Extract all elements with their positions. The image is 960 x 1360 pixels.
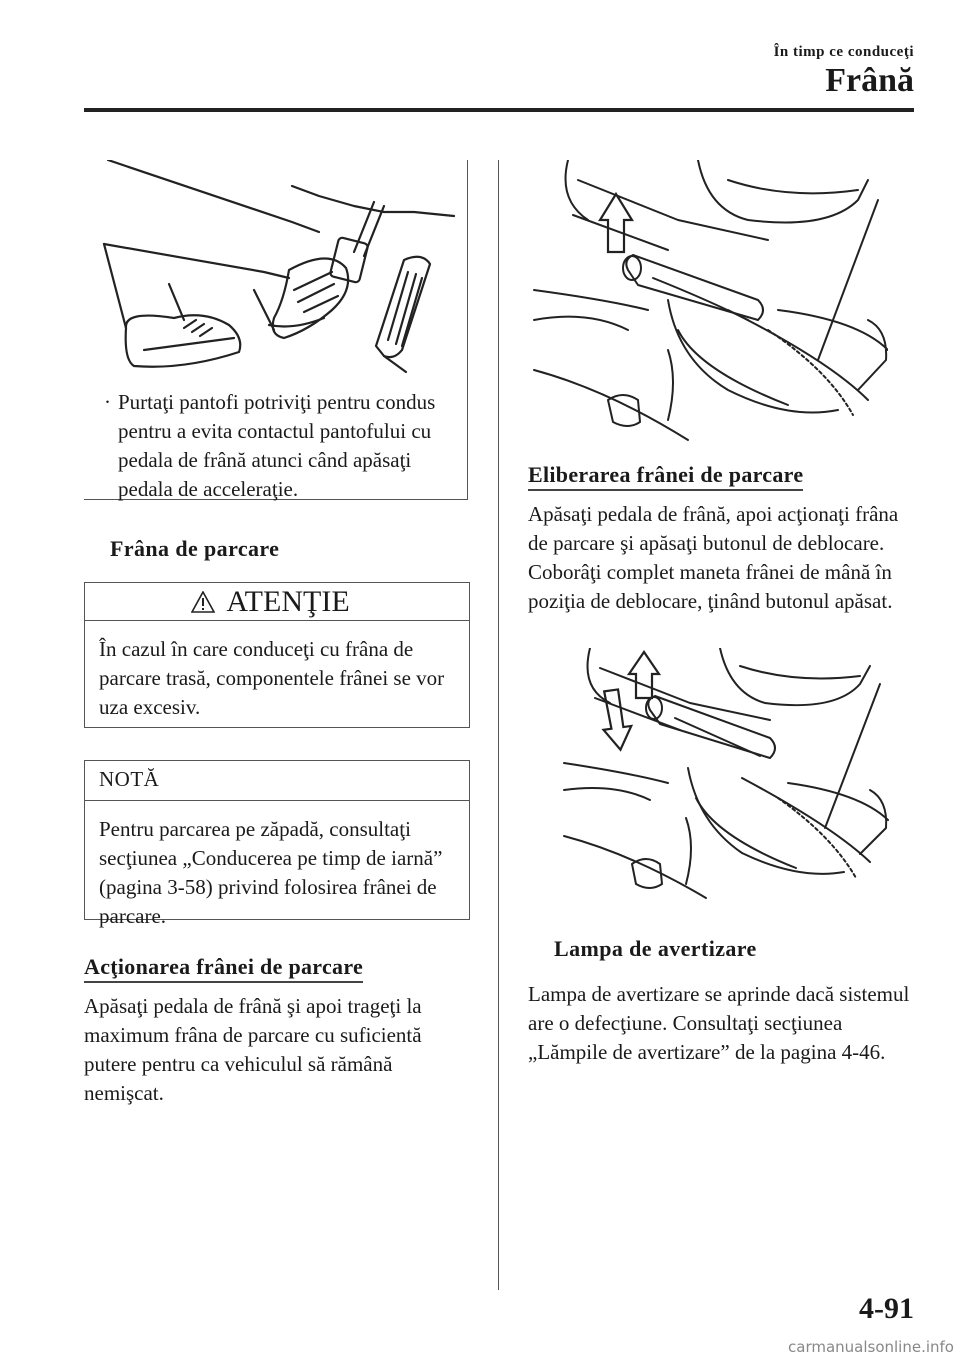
up-arrow-icon [600,194,632,252]
page-number: 4-91 [859,1292,914,1325]
column-divider [498,160,499,1290]
handbrake-apply-illustration [528,160,888,450]
atentie-header [85,583,469,621]
apply-parking-brake-heading: Acţionarea frânei de parcare [84,954,363,983]
apply-parking-brake-text: Apăsaţi pedala de frână şi apoi trageţi la maximum frâna de parcare cu suficientă putere pentru ca vehiculul să rămână nemişcat. [84,994,422,1105]
chapter-title: În timp ce conduceţi [773,44,914,60]
up-arrow-icon [629,652,659,698]
bullet-dot: · [104,390,111,414]
pedal-bullet [104,388,458,504]
nota-text: Pentru parcarea pe zăpadă, consultaţi secţiunea „Conducerea pe timp de iarnă” (pagina 3-58) privind folosirea frânei de parcare. [99,817,443,928]
pedal-illustration [84,160,468,390]
header-rule [84,108,914,112]
warning-lamp-heading: Lampa de avertizare [554,936,757,961]
pedal-bullet-text: Purtaţi pantofi potriviţi pentru condus pentru a evita contactul pantofului cu pedala de frână atunci când apăsaţi pedala de acceleraţie. [118,390,436,501]
release-parking-brake-heading: Eliberarea frânei de parcare [528,462,803,491]
atentie-text: În cazul în care conduceţi cu frâna de parcare trasă, componentele frânei se vor uza excesiv. [99,637,445,719]
section-title: Frână [825,62,914,99]
parking-brake-heading: Frâna de parcare [110,536,280,561]
nota-box [84,760,470,928]
atentie-title: ATENŢIE [226,585,350,618]
warning-lamp-text: Lampa de avertizare se aprinde dacă sistemul are o defecţiune. Consultaţi secţiunea „Lămpile de avertizare” de la pagina 4-46. [528,982,910,1064]
release-parking-brake-text: Apăsaţi pedala de frână, apoi acţionaţi frâna de parcare şi apăsaţi butonul de deblocare. Coborâţi complet maneta frânei de mână în poziţia de deblocare, ţinând butonul apăsat. [528,502,899,613]
atentie-box [84,582,470,728]
press-arrow-icon [598,688,634,751]
nota-title: NOTĂ [99,767,160,791]
nota-header [85,761,469,801]
handbrake-release-illustration [560,648,890,918]
watermark: carmanualsonline.info [788,1338,954,1356]
